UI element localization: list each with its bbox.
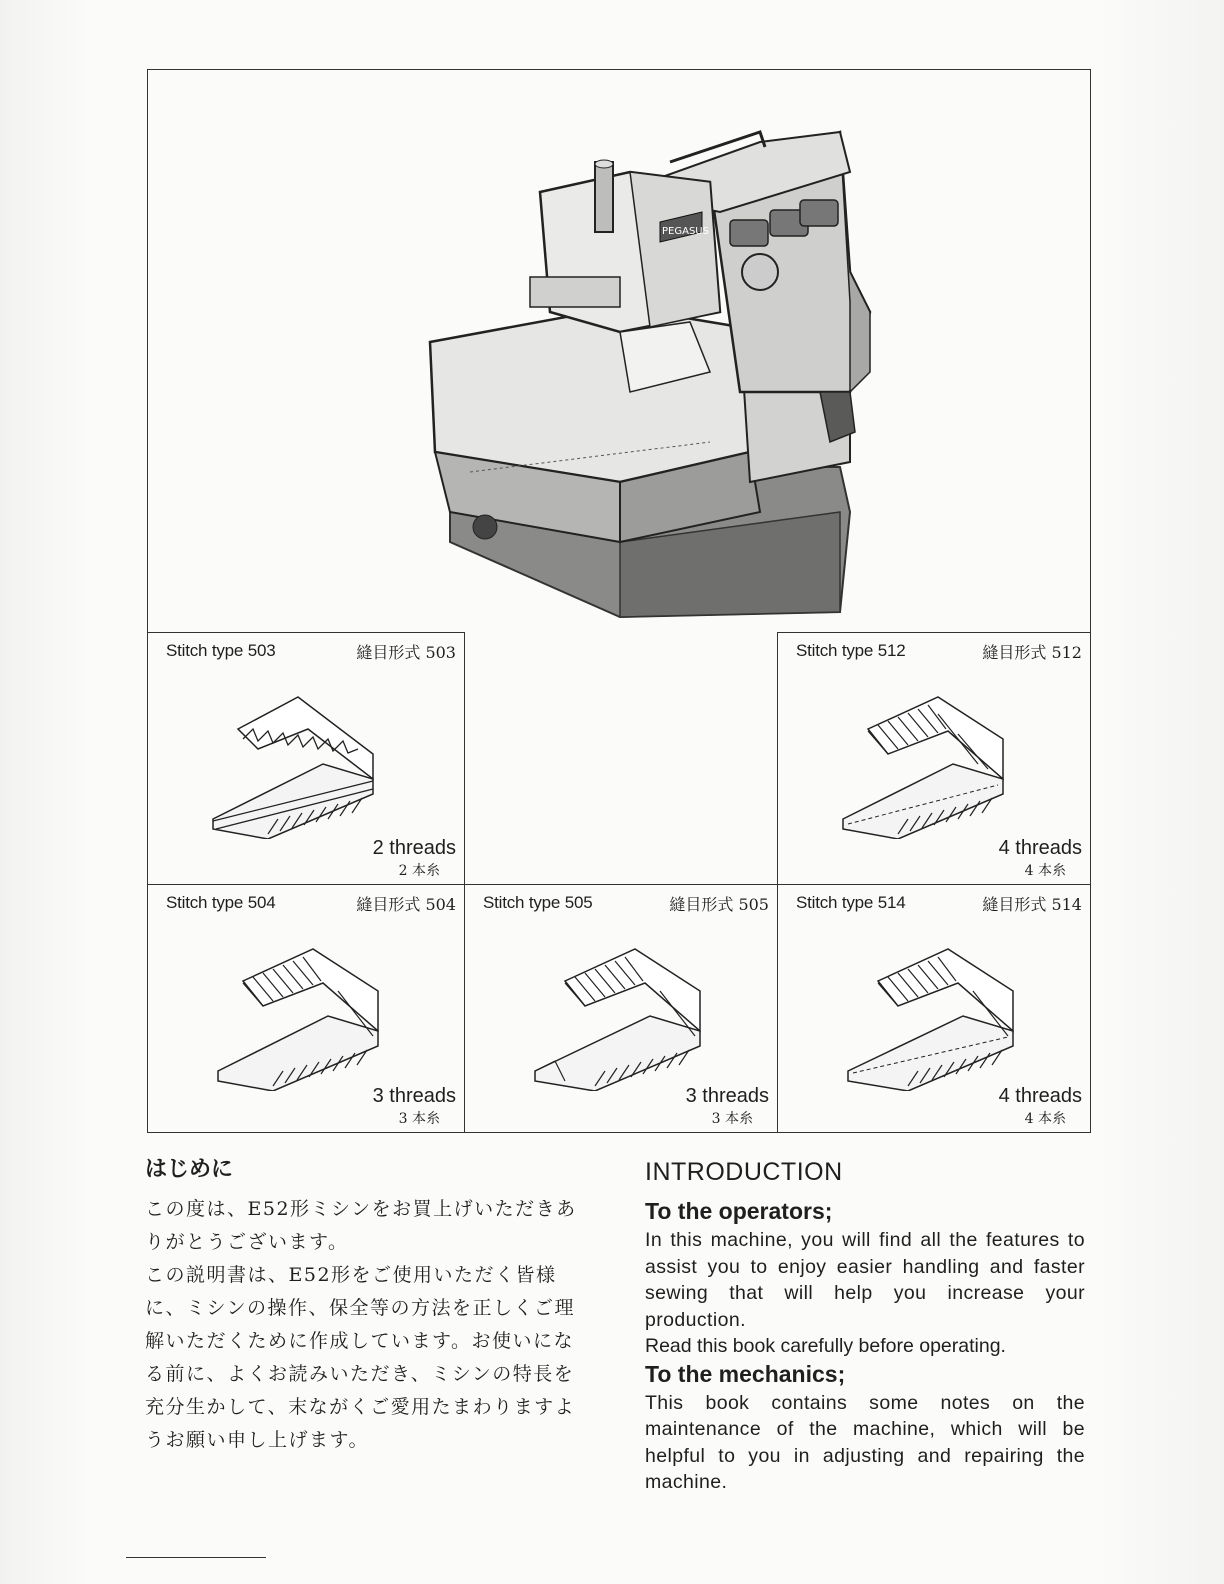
mechanics-heading: To the mechanics;	[645, 1360, 846, 1387]
stitch-title	[796, 891, 1082, 915]
stitch-type-label: Stitch type 505	[483, 893, 593, 912]
japanese-body	[145, 1193, 585, 1457]
read-text: Read this book carefully before operating.	[645, 1335, 1006, 1357]
stitch-title	[796, 639, 1082, 663]
stitch-type-jp-label: 縫目形式 505	[669, 894, 769, 914]
stitch-cell-504	[147, 884, 465, 1133]
english-heading: INTRODUCTION	[645, 1158, 843, 1186]
stitch-type-label: Stitch type 514	[796, 893, 906, 912]
footnote-rule	[126, 1557, 266, 1558]
thread-count-jp: 3 本糸	[398, 1111, 440, 1127]
stitch-type-label: Stitch type 504	[166, 893, 276, 912]
stitch-type-jp-label: 縫目形式 503	[356, 642, 456, 662]
thread-count: 4 threads	[998, 1085, 1082, 1107]
thread-count: 3 threads	[685, 1085, 769, 1107]
stitch-cell-503	[147, 632, 465, 885]
stitch-512-diagram	[838, 669, 1018, 839]
thread-count: 3 threads	[372, 1085, 456, 1107]
thread-count: 2 threads	[372, 837, 456, 859]
thread-count-jp: 3 本糸	[711, 1111, 753, 1127]
japanese-paragraph: この説明書は、E52形をご使用いただく皆様に、ミシンの操作、保全等の方法を正しくご理解いただくために作成しています。お使いになる前に、よくお読みいただき、ミシンの特長を充分生かして、末ながくご愛用たまわりますようお願い申し上げます。	[145, 1264, 576, 1451]
thread-count: 4 threads	[998, 837, 1082, 859]
stitch-type-jp-label: 縫目形式 512	[982, 642, 1082, 662]
brand-label: PEGASUS	[662, 226, 709, 237]
stitch-505-diagram	[525, 921, 705, 1091]
stitch-title	[483, 891, 769, 915]
stitch-514-diagram	[838, 921, 1018, 1091]
stitch-cell-514	[777, 884, 1091, 1133]
stitch-type-label: Stitch type 512	[796, 641, 906, 660]
machine-illustration	[150, 72, 1088, 632]
japanese-paragraph: この度は、E52形ミシンをお買上げいただきありがとうございます。	[145, 1198, 577, 1253]
stitch-type-jp-label: 縫目形式 514	[982, 894, 1082, 914]
operators-text: In this machine, you will find all the features to assist you to enjoy easier handling and faster sewing that will help you increase your production.	[645, 1229, 1085, 1331]
stitch-title	[166, 891, 456, 915]
operators-heading: To the operators;	[645, 1198, 833, 1224]
thread-count-jp: 4 本糸	[1024, 1111, 1066, 1127]
japanese-introduction	[145, 1152, 585, 1457]
overlock-machine-drawing	[150, 72, 1088, 632]
english-introduction	[645, 1158, 1085, 1496]
thread-count-jp: 2 本糸	[398, 863, 440, 879]
mechanics-text: This book contains some notes on the maintenance of the machine, which will be helpful to you in adjusting and repairing the machine.	[645, 1391, 1085, 1493]
stitch-type-jp-label: 縫目形式 504	[356, 894, 456, 914]
stitch-cell-505	[464, 884, 778, 1133]
stitch-type-label: Stitch type 503	[166, 641, 276, 660]
japanese-heading: はじめに	[145, 1157, 234, 1182]
stitch-504-diagram	[208, 921, 388, 1091]
stitch-cell-512	[777, 632, 1091, 885]
stitch-503-diagram	[208, 669, 388, 839]
stitch-title	[166, 639, 456, 663]
thread-count-jp: 4 本糸	[1024, 863, 1066, 879]
